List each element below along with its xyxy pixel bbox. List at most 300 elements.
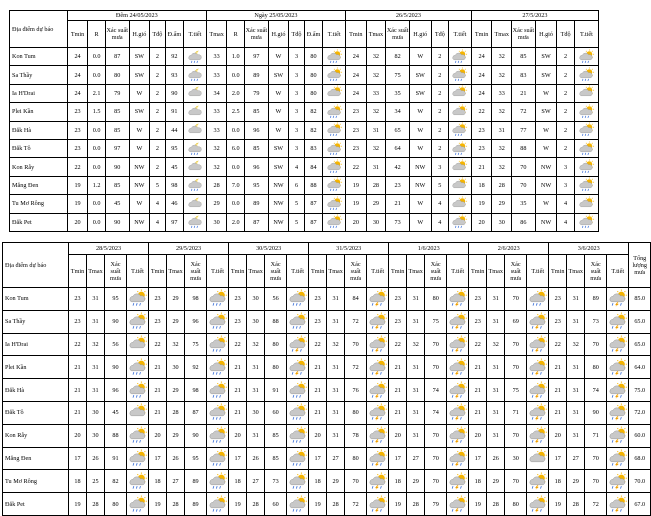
value-cell: 31 (492, 121, 512, 139)
weather-icon-cell (447, 310, 469, 333)
value-cell: 70 (425, 356, 447, 379)
value-cell: 44 (165, 121, 184, 139)
value-cell: 31 (407, 401, 425, 424)
value-cell: 3 (289, 103, 304, 121)
value-cell: 86 (512, 213, 536, 231)
weather-icon-cell (527, 470, 549, 493)
weather-icon-cell (447, 447, 469, 470)
value-cell: 80 (304, 66, 323, 84)
table-row (10, 84, 599, 102)
value-cell: 32 (492, 158, 512, 176)
value-cell: 32 (87, 333, 105, 356)
column-header: Tmin (69, 255, 87, 288)
value-cell: 45 (105, 195, 129, 213)
value-cell: 2 (150, 84, 165, 102)
value-cell: 23 (67, 103, 88, 121)
value-cell: 5 (289, 195, 304, 213)
column-header: Đ.ẩm (304, 21, 323, 48)
sun-cloud-rain-icon (528, 290, 548, 307)
value-cell: 28 (327, 493, 345, 516)
value-cell: 32 (206, 139, 227, 157)
value-cell: 93 (165, 66, 184, 84)
column-header: T.tiết (323, 21, 346, 48)
value-cell: 79 (425, 493, 447, 516)
column-header: Xác suất mưa (105, 255, 127, 288)
value-cell: 20 (309, 424, 327, 447)
column-header: Tmin (469, 255, 487, 288)
sun-cloud-rain-icon (325, 160, 344, 174)
value-cell: 70 (585, 333, 607, 356)
value-cell: 0.0 (88, 139, 106, 157)
weather-icon-cell (607, 310, 629, 333)
value-cell: 20 (67, 213, 88, 231)
value-cell: 19 (346, 176, 367, 194)
value-cell: 31 (366, 158, 386, 176)
value-cell: 28 (247, 493, 265, 516)
value-cell: 21 (469, 401, 487, 424)
sun-cloud-storm-icon (528, 427, 548, 444)
value-cell: W (129, 139, 150, 157)
value-cell: SW (129, 48, 150, 66)
corner-header: Địa điểm dự báo (3, 243, 69, 288)
column-header: Tmin (346, 21, 367, 48)
value-cell: 23 (471, 139, 492, 157)
sun-cloud-icon (450, 197, 469, 211)
value-cell: 71 (585, 424, 607, 447)
weather-icon-cell (184, 48, 207, 66)
value-cell: 32 (487, 333, 505, 356)
column-header: T.tiết (184, 21, 207, 48)
value-cell: 23 (69, 288, 87, 311)
value-cell: 98 (185, 288, 207, 311)
weather-icon-cell (207, 493, 229, 516)
value-cell: 80 (105, 493, 127, 516)
value-cell: 70 (505, 333, 527, 356)
value-cell: 0.0 (88, 66, 106, 84)
weather-icon-cell (207, 356, 229, 379)
value-cell: W (409, 213, 431, 231)
value-cell: 23 (149, 310, 167, 333)
value-cell: 87 (185, 401, 207, 424)
value-cell: 2 (150, 66, 165, 84)
sun-cloud-rain-icon (288, 473, 308, 490)
value-cell: 82 (105, 470, 127, 493)
value-cell: 98 (165, 176, 184, 194)
total-rain-header: Tổng lượng mưa (629, 243, 651, 288)
moon-cloud-rain-icon (186, 215, 205, 229)
weather-icon-cell (367, 379, 389, 402)
value-cell: W (409, 48, 431, 66)
value-cell: 2.1 (88, 84, 106, 102)
column-header: Tmax (407, 255, 425, 288)
column-header: Tmax (206, 21, 227, 48)
value-cell: NW (268, 213, 289, 231)
location-name: Tu Mơ Rông (10, 195, 68, 213)
value-cell: 18 (549, 470, 567, 493)
location-name: Sa Thầy (10, 66, 68, 84)
weather-icon-cell (287, 470, 309, 493)
value-cell: 4 (150, 195, 165, 213)
value-cell: 19 (309, 493, 327, 516)
value-cell: 21 (389, 379, 407, 402)
sun-cloud-rain-icon (208, 473, 228, 490)
weather-icon-cell (287, 424, 309, 447)
value-cell: 28 (366, 176, 386, 194)
weather-icon-cell (449, 48, 472, 66)
value-cell: 23 (229, 310, 247, 333)
table-row (10, 121, 599, 139)
value-cell: 23 (386, 176, 410, 194)
weather-icon-cell (607, 356, 629, 379)
column-header: Xác suất mưa (244, 21, 268, 48)
moon-cloud-icon (186, 86, 205, 100)
value-cell: 21 (229, 356, 247, 379)
value-cell: 74 (425, 379, 447, 402)
value-cell: 72 (345, 493, 367, 516)
table-row (3, 333, 651, 356)
value-cell: 23 (309, 288, 327, 311)
value-cell: 70 (425, 470, 447, 493)
weather-icon-cell (607, 288, 629, 311)
value-cell: 79 (105, 84, 129, 102)
value-cell: 30 (167, 356, 185, 379)
value-cell: 29 (167, 310, 185, 333)
value-cell: 32 (247, 333, 265, 356)
value-cell: 73 (265, 470, 287, 493)
value-cell: 73 (386, 213, 410, 231)
value-cell: 21 (309, 379, 327, 402)
value-cell: 80 (345, 447, 367, 470)
value-cell: 78 (345, 424, 367, 447)
value-cell: 7.0 (227, 176, 245, 194)
value-cell: 21 (309, 356, 327, 379)
value-cell: 85 (512, 48, 536, 66)
value-cell: 23 (389, 310, 407, 333)
sun-cloud-rain-icon (208, 359, 228, 376)
sun-cloud-icon (128, 336, 148, 353)
value-cell: 72 (512, 103, 536, 121)
period-header: 26/5/2023 (346, 11, 472, 21)
value-cell: 3 (431, 158, 449, 176)
value-cell: 95 (105, 288, 127, 311)
weather-icon-cell (449, 103, 472, 121)
weather-icon-cell (367, 288, 389, 311)
column-header: Tmax (167, 255, 185, 288)
sun-cloud-rain-icon (208, 290, 228, 307)
sun-cloud-storm-icon (528, 473, 548, 490)
value-cell: 19 (549, 493, 567, 516)
weather-icon-cell (127, 424, 149, 447)
sun-cloud-rain-icon (128, 290, 148, 307)
sun-cloud-rain-icon (128, 496, 148, 513)
weather-icon-cell (287, 401, 309, 424)
value-cell: 1.5 (88, 103, 106, 121)
weather-icon-cell (207, 379, 229, 402)
total-rain-value: 65.0 (629, 333, 651, 356)
value-cell: 31 (327, 379, 345, 402)
sun-cloud-icon (528, 450, 548, 467)
value-cell: 20 (346, 213, 367, 231)
value-cell: 31 (407, 288, 425, 311)
sun-cloud-storm-icon (608, 359, 628, 376)
column-header: T.tiết (574, 21, 598, 48)
location-name: Tu Mơ Rông (3, 470, 69, 493)
value-cell: 31 (567, 288, 585, 311)
value-cell: SW (535, 66, 557, 84)
sun-cloud-storm-icon (368, 473, 388, 490)
value-cell: 84 (345, 288, 367, 311)
sun-cloud-rain-icon (450, 142, 469, 156)
weather-icon-cell (287, 493, 309, 516)
sun-cloud-storm-icon (368, 336, 388, 353)
value-cell: 87 (244, 213, 268, 231)
column-header: Tđộ (431, 21, 449, 48)
weather-icon-cell (527, 379, 549, 402)
value-cell: 31 (487, 424, 505, 447)
value-cell: 30 (505, 447, 527, 470)
value-cell: 34 (386, 103, 410, 121)
value-cell: 32 (492, 48, 512, 66)
weather-icon-cell (184, 84, 207, 102)
weather-icon-cell (447, 379, 469, 402)
table-row (3, 447, 651, 470)
value-cell: 0.0 (88, 195, 106, 213)
value-cell: 32 (407, 333, 425, 356)
value-cell: 70 (585, 447, 607, 470)
value-cell: 89 (185, 493, 207, 516)
total-rain-value: 68.0 (629, 447, 651, 470)
value-cell: 27 (167, 470, 185, 493)
weather-icon-cell (287, 288, 309, 311)
forecast-table-extended-range (2, 242, 651, 516)
value-cell: 3 (289, 48, 304, 66)
value-cell: 0.0 (227, 66, 245, 84)
weather-icon-cell (367, 333, 389, 356)
value-cell: 22 (67, 158, 88, 176)
value-cell: 24 (67, 84, 88, 102)
weather-icon-cell (574, 195, 598, 213)
value-cell: 2 (150, 158, 165, 176)
location-name: Plei Kần (10, 103, 68, 121)
value-cell: 23 (69, 310, 87, 333)
weather-icon-cell (447, 401, 469, 424)
total-rain-value: 72.0 (629, 401, 651, 424)
value-cell: 18 (69, 470, 87, 493)
value-cell: 32 (327, 333, 345, 356)
value-cell: NW (268, 195, 289, 213)
value-cell: 70 (345, 333, 367, 356)
value-cell: 21 (229, 379, 247, 402)
value-cell: 25 (87, 470, 105, 493)
column-header: Xác suất mưa (585, 255, 607, 288)
sun-cloud-storm-icon (448, 359, 468, 376)
value-cell: NW (129, 176, 150, 194)
value-cell: 17 (229, 447, 247, 470)
value-cell: 76 (345, 379, 367, 402)
value-cell: 98 (185, 379, 207, 402)
weather-icon-cell (127, 470, 149, 493)
value-cell: W (535, 84, 557, 102)
location-name: Đăk Tô (3, 401, 69, 424)
weather-icon-cell (449, 195, 472, 213)
weather-icon-cell (367, 447, 389, 470)
value-cell: W (129, 121, 150, 139)
weather-icon-cell (527, 493, 549, 516)
value-cell: 19 (149, 493, 167, 516)
value-cell: 87 (105, 48, 129, 66)
value-cell: 88 (265, 310, 287, 333)
value-cell: 4 (431, 195, 449, 213)
value-cell: 91 (265, 379, 287, 402)
value-cell: 5 (431, 176, 449, 194)
value-cell: 32 (206, 158, 227, 176)
weather-icon-cell (184, 213, 207, 231)
value-cell: 80 (304, 84, 323, 102)
value-cell: 3 (289, 139, 304, 157)
value-cell: 84 (304, 158, 323, 176)
weather-icon-cell (449, 176, 472, 194)
value-cell: 45 (105, 401, 127, 424)
weather-icon-cell (127, 379, 149, 402)
value-cell: 29 (167, 424, 185, 447)
weather-icon-cell (447, 288, 469, 311)
table-row (10, 195, 599, 213)
value-cell: 27 (567, 447, 585, 470)
sun-cloud-rain-icon (577, 142, 596, 156)
value-cell: 24 (346, 48, 367, 66)
value-cell: 21 (149, 356, 167, 379)
value-cell: 19 (67, 195, 88, 213)
value-cell: 80 (304, 48, 323, 66)
value-cell: 30 (247, 288, 265, 311)
sun-cloud-storm-icon (528, 336, 548, 353)
column-header: Tđộ (150, 21, 165, 48)
sun-cloud-rain-icon (325, 50, 344, 64)
value-cell: 90 (105, 356, 127, 379)
value-cell: 28 (87, 493, 105, 516)
value-cell: 31 (87, 379, 105, 402)
value-cell: 90 (105, 310, 127, 333)
column-header: Tmin (229, 255, 247, 288)
weather-icon-cell (323, 84, 346, 102)
weather-icon-cell (447, 493, 469, 516)
location-name: Đăk Hà (3, 379, 69, 402)
value-cell: 32 (567, 333, 585, 356)
weather-icon-cell (574, 158, 598, 176)
sun-cloud-storm-icon (528, 359, 548, 376)
weather-icon-cell (127, 356, 149, 379)
value-cell: 21 (69, 356, 87, 379)
weather-icon-cell (207, 333, 229, 356)
value-cell: 31 (366, 121, 386, 139)
value-cell: 2.0 (227, 213, 245, 231)
value-cell: 32 (492, 103, 512, 121)
value-cell: 20 (469, 424, 487, 447)
moon-cloud-rain-icon (186, 178, 205, 192)
weather-icon-cell (127, 333, 149, 356)
weather-icon-cell (207, 447, 229, 470)
value-cell: 20 (149, 424, 167, 447)
value-cell: 82 (304, 103, 323, 121)
value-cell: 28 (206, 176, 227, 194)
total-rain-value: 60.0 (629, 424, 651, 447)
sun-cloud-storm-icon (448, 427, 468, 444)
weather-icon-cell (184, 121, 207, 139)
value-cell: 18 (229, 470, 247, 493)
value-cell: 18 (471, 176, 492, 194)
sun-cloud-storm-icon (528, 404, 548, 421)
value-cell: 21 (549, 379, 567, 402)
sun-cloud-rain-icon (450, 50, 469, 64)
value-cell: 80 (425, 288, 447, 311)
sun-cloud-rain-icon (128, 473, 148, 490)
sun-cloud-rain-icon (288, 313, 308, 330)
weather-icon-cell (607, 447, 629, 470)
value-cell: 97 (244, 48, 268, 66)
weather-icon-cell (449, 84, 472, 102)
weather-icon-cell (527, 401, 549, 424)
sun-cloud-rain-icon (325, 123, 344, 137)
value-cell: 21 (471, 158, 492, 176)
value-cell: 42 (386, 158, 410, 176)
value-cell: 28 (167, 493, 185, 516)
value-cell: 70 (505, 424, 527, 447)
value-cell: 17 (469, 447, 487, 470)
value-cell: W (535, 195, 557, 213)
value-cell: 80 (265, 356, 287, 379)
weather-icon-cell (184, 176, 207, 194)
weather-icon-cell (527, 424, 549, 447)
value-cell: 60 (265, 401, 287, 424)
value-cell: 3 (289, 84, 304, 102)
weather-icon-cell (574, 139, 598, 157)
location-name: Kon Rẫy (10, 158, 68, 176)
column-header: T.tiết (527, 255, 549, 288)
value-cell: 70 (505, 356, 527, 379)
location-name: Kon Tum (3, 288, 69, 311)
value-cell: 31 (487, 310, 505, 333)
weather-icon-cell (367, 401, 389, 424)
value-cell: 24 (346, 84, 367, 102)
value-cell: 95 (165, 139, 184, 157)
value-cell: 4 (431, 213, 449, 231)
moon-cloud-rain-icon (186, 50, 205, 64)
value-cell: 89 (585, 288, 607, 311)
weather-icon-cell (607, 333, 629, 356)
value-cell: 19 (67, 176, 88, 194)
sun-cloud-rain-icon (325, 178, 344, 192)
value-cell: 70 (425, 333, 447, 356)
value-cell: W (409, 121, 431, 139)
weather-icon-cell (447, 470, 469, 493)
column-header: Đ.ẩm (165, 21, 184, 48)
value-cell: 89 (244, 66, 268, 84)
value-cell: 4 (150, 213, 165, 231)
sun-cloud-storm-icon (368, 382, 388, 399)
value-cell: 31 (567, 310, 585, 333)
weather-icon-cell (184, 195, 207, 213)
sun-cloud-rain-icon (577, 160, 596, 174)
sun-cloud-storm-icon (288, 336, 308, 353)
value-cell: 20 (69, 424, 87, 447)
value-cell: 33 (366, 84, 386, 102)
value-cell: 70 (505, 288, 527, 311)
weather-icon-cell (574, 176, 598, 194)
date-header: 2/6/2023 (469, 243, 549, 255)
sun-cloud-rain-icon (208, 450, 228, 467)
sun-cloud-rain-icon (208, 382, 228, 399)
weather-icon-cell (607, 379, 629, 402)
